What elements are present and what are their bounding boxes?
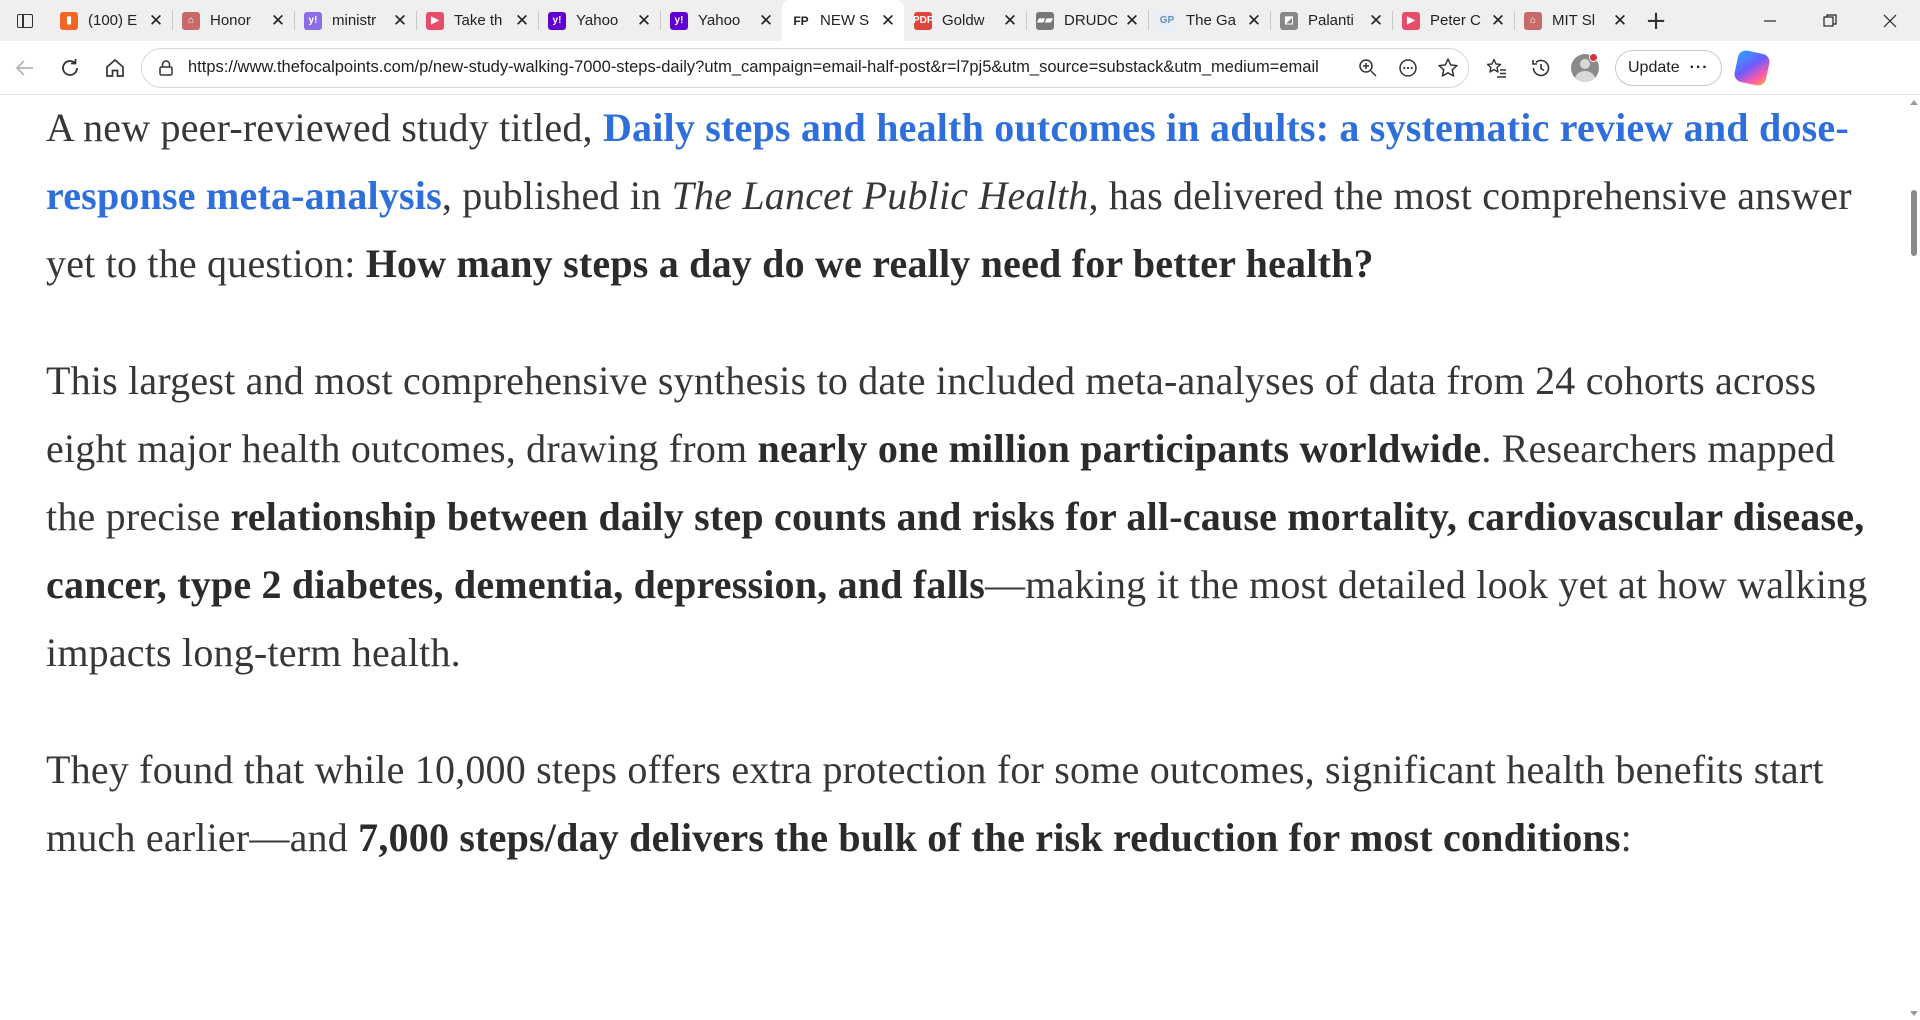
tab-title: ministr xyxy=(332,12,377,29)
tab-title: Honor xyxy=(210,12,251,29)
scroll-up-icon[interactable] xyxy=(1910,100,1918,105)
tab-actions-menu-button[interactable] xyxy=(0,0,50,41)
building-icon: ⌂ xyxy=(1524,12,1542,30)
tab-close-icon[interactable]: ✕ xyxy=(1490,10,1506,31)
tab-2[interactable] xyxy=(294,0,416,41)
key-question: How many steps a day do we really need for better health? xyxy=(365,241,1374,286)
zoom-in-icon xyxy=(1358,58,1378,78)
tab-9[interactable] xyxy=(1148,0,1270,41)
address-bar[interactable] xyxy=(141,48,1469,88)
tab-8[interactable] xyxy=(1026,0,1148,41)
p1-mid: , published in xyxy=(441,173,672,218)
url-text[interactable]: https://www.thefocalpoints.com/p/new-study-walking-7000-steps-daily?utm_campaign=email-half-post&r=l7pj5&utm_source=substack&utm_medium=email xyxy=(188,58,1319,76)
p1-tail: , has delivered the most comprehensive answer yet to the question: xyxy=(46,173,1852,286)
tab-title: Peter C xyxy=(1430,12,1481,29)
yahoo-icon: y! xyxy=(548,12,566,30)
restore-button[interactable] xyxy=(1800,0,1860,41)
journal-name: The Lancet Public Health xyxy=(671,173,1089,218)
tab-title: Palanti xyxy=(1308,12,1354,29)
paragraph-1 xyxy=(46,96,1876,298)
tab-title: (100) E xyxy=(88,12,138,29)
scroll-thumb[interactable] xyxy=(1911,190,1917,256)
favorites-button[interactable] xyxy=(1475,48,1519,88)
profile-button[interactable] xyxy=(1563,48,1607,88)
notification-dot xyxy=(1589,53,1598,62)
drudge-icon: ▰▰ xyxy=(1036,12,1054,30)
tab-4[interactable] xyxy=(538,0,660,41)
home-button[interactable] xyxy=(92,41,137,95)
tab-11[interactable] xyxy=(1392,0,1514,41)
home-icon xyxy=(104,57,126,79)
vertical-scrollbar[interactable] xyxy=(1908,96,1920,1020)
site-info-button[interactable] xyxy=(152,59,180,77)
minimize-icon xyxy=(1763,14,1777,28)
favorites-list-icon xyxy=(1486,57,1508,79)
tab-close-icon[interactable]: ✕ xyxy=(392,10,408,31)
tab-12[interactable] xyxy=(1514,0,1636,41)
refresh-icon xyxy=(59,57,81,79)
copilot-icon[interactable] xyxy=(1733,49,1771,87)
tab-close-icon[interactable]: ✕ xyxy=(1368,10,1384,31)
new-tab-button[interactable]: + xyxy=(1645,5,1667,36)
star-icon xyxy=(1437,57,1459,79)
p2-bold-outcomes: relationship between daily step counts and risks for all-cause mortality, cardiovascular disease, cancer, type 2 diabetes, dementia, depression, and falls xyxy=(46,494,1865,607)
window-controls xyxy=(1740,0,1920,41)
refresh-button[interactable] xyxy=(47,41,92,95)
tab-6[interactable] xyxy=(782,0,904,41)
close-icon xyxy=(1883,14,1897,28)
tab-close-icon[interactable]: ✕ xyxy=(1612,10,1628,31)
tab-5[interactable] xyxy=(660,0,782,41)
tab-list xyxy=(50,0,1636,41)
tab-7[interactable] xyxy=(904,0,1026,41)
tab-close-icon[interactable]: ✕ xyxy=(514,10,530,31)
favorite-button[interactable] xyxy=(1428,57,1468,79)
tab-close-icon[interactable]: ✕ xyxy=(270,10,286,31)
tab-title: MIT Sl xyxy=(1552,12,1596,29)
back-arrow-icon xyxy=(14,57,36,79)
back-button[interactable] xyxy=(2,41,47,95)
youtube-icon: ▶ xyxy=(426,12,444,30)
tab-title: DRUDC xyxy=(1064,12,1119,29)
tab-title: Yahoo xyxy=(576,12,619,29)
page-content xyxy=(0,96,1908,1020)
tab-close-icon[interactable]: ✕ xyxy=(636,10,652,31)
p2-lead: This largest and most comprehensive synthesis to date included meta-analyses of data from 24 cohorts across eight major health outcomes, drawing from xyxy=(46,358,1817,471)
tab-close-icon[interactable]: ✕ xyxy=(148,10,164,31)
p3-bold-finding: 7,000 steps/day delivers the bulk of the risk reduction for most conditions xyxy=(358,815,1621,860)
tab-title: NEW S xyxy=(820,12,870,29)
tab-close-icon[interactable]: ✕ xyxy=(758,10,774,31)
building-icon: ⌂ xyxy=(182,12,200,30)
palantir-icon: ◩ xyxy=(1280,12,1298,30)
p3-lead: They found that while 10,000 steps offers extra protection for some outcomes, significant health benefits start much earlier—and xyxy=(46,747,1824,860)
history-icon xyxy=(1530,57,1552,79)
gp-icon: GP xyxy=(1158,12,1176,30)
p2-bold-participants: nearly one million participants worldwide xyxy=(757,426,1482,471)
youtube-icon: ▶ xyxy=(1402,12,1420,30)
toolbar-icons xyxy=(1475,48,1768,88)
update-label: Update xyxy=(1628,58,1680,76)
tab-0[interactable] xyxy=(50,0,172,41)
more-icon: ··· xyxy=(1689,58,1709,76)
history-button[interactable] xyxy=(1519,48,1563,88)
p2-mid: . Researchers mapped the precise xyxy=(46,426,1836,539)
fp-icon: FP xyxy=(793,13,809,28)
p1-lead: A new peer-reviewed study titled, xyxy=(46,105,603,150)
pdf-icon: PDF xyxy=(914,12,932,30)
lock-icon xyxy=(157,59,175,77)
tab-close-icon[interactable]: ✕ xyxy=(880,10,896,31)
tab-10[interactable] xyxy=(1270,0,1392,41)
p2-tail: —making it the most detailed look yet at how walking impacts long-term health. xyxy=(46,562,1868,675)
tab-title: Take th xyxy=(454,12,503,29)
tab-close-icon[interactable]: ✕ xyxy=(1246,10,1262,31)
tab-close-icon[interactable]: ✕ xyxy=(1124,10,1140,31)
article-body xyxy=(46,96,1876,921)
tab-close-icon[interactable]: ✕ xyxy=(1002,10,1018,31)
study-link[interactable]: Daily steps and health outcomes in adults: a systematic review and dose-response meta-analysis xyxy=(46,105,1849,218)
tab-3[interactable] xyxy=(416,0,538,41)
yahoo-icon: y! xyxy=(670,12,688,30)
paragraph-2 xyxy=(46,347,1876,687)
tab-1[interactable] xyxy=(172,0,294,41)
tab-title: Goldw xyxy=(942,12,985,29)
tab-title: The Ga xyxy=(1186,12,1237,29)
yahoo-icon: y! xyxy=(304,12,322,30)
page-actions-button[interactable] xyxy=(1388,58,1428,78)
tab-strip xyxy=(0,0,1920,41)
bookmark-icon: ▮ xyxy=(60,12,78,30)
browser-toolbar xyxy=(0,41,1920,95)
update-button[interactable] xyxy=(1615,50,1722,86)
tab-actions-icon xyxy=(17,14,33,28)
zoom-button[interactable] xyxy=(1348,58,1388,78)
paragraph-3 xyxy=(46,736,1876,872)
p3-tail: : xyxy=(1620,815,1632,860)
close-window-button[interactable] xyxy=(1860,0,1920,41)
scroll-down-icon[interactable] xyxy=(1910,1011,1918,1016)
restore-icon xyxy=(1823,14,1837,28)
tab-title: Yahoo xyxy=(698,12,741,29)
ellipsis-circle-icon xyxy=(1398,58,1418,78)
minimize-button[interactable] xyxy=(1740,0,1800,41)
